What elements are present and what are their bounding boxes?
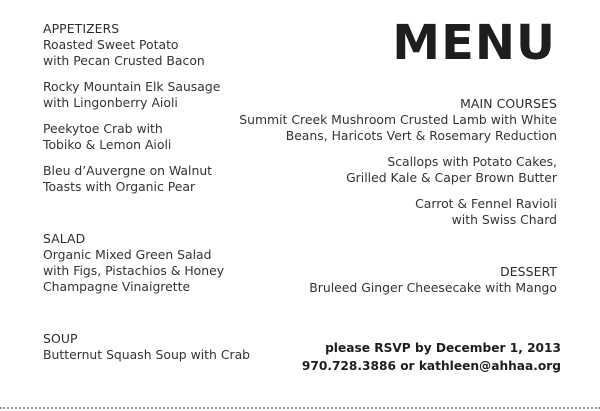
- rsvp-email: kathleen@ahhaa.org: [418, 359, 561, 373]
- menu-item: [227, 112, 557, 144]
- dessert-heading: DESSERT: [500, 264, 557, 279]
- menu-item-line: Organic Mixed Green Salad: [43, 247, 212, 262]
- menu-item-line: Toasts with Organic Pear: [43, 179, 196, 194]
- page-title: MENU: [392, 15, 556, 71]
- menu-item-line: with Lingonberry Aioli: [43, 95, 178, 110]
- menu-item-line: with Figs, Pistachios & Honey: [43, 263, 225, 278]
- rsvp-phone: 970.728.3886: [301, 359, 396, 373]
- rsvp-contact: [302, 357, 561, 375]
- menu-item-line: Bleu d’Auvergne on Walnut: [43, 163, 213, 178]
- soup-section: [43, 331, 283, 363]
- appetizers-heading: APPETIZERS: [43, 21, 120, 36]
- menu-item-line: Beans, Haricots Vert & Rosemary Reduction: [285, 128, 557, 143]
- menu-item-line: Summit Creek Mushroom Crusted Lamb with White: [239, 112, 557, 127]
- menu-item-line: Scallops with Potato Cakes,: [387, 154, 557, 169]
- main-courses-heading: MAIN COURSES: [460, 96, 557, 111]
- menu-item-line: Roasted Sweet Potato: [43, 37, 179, 52]
- dotted-divider: [0, 407, 600, 409]
- menu-item-line: with Pecan Crusted Bacon: [43, 53, 205, 68]
- menu-item-line: Grilled Kale & Caper Brown Butter: [346, 170, 557, 185]
- main-courses-section: [227, 96, 557, 228]
- dessert-section: [227, 264, 557, 296]
- menu-item: [227, 196, 557, 228]
- menu-item-line: Peekytoe Crab with: [43, 121, 163, 136]
- rsvp-connector: or: [400, 359, 415, 373]
- menu-item-line: Bruleed Ginger Cheesecake with Mango: [309, 280, 557, 295]
- rsvp-deadline: please RSVP by December 1, 2013: [325, 341, 561, 355]
- salad-heading: SALAD: [43, 231, 86, 246]
- menu-item: [43, 347, 283, 363]
- menu-item-line: Rocky Mountain Elk Sausage: [43, 79, 221, 94]
- soup-heading: SOUP: [43, 331, 78, 346]
- rsvp-block: [302, 339, 561, 375]
- right-column: [227, 96, 557, 296]
- menu-item-line: with Swiss Chard: [451, 212, 557, 227]
- menu-item-line: Tobiko & Lemon Aioli: [43, 137, 172, 152]
- menu-item: [227, 280, 557, 296]
- menu-item-line: Champagne Vinaigrette: [43, 279, 191, 294]
- menu-item: [43, 37, 283, 69]
- menu-item-line: Carrot & Fennel Ravioli: [415, 196, 557, 211]
- menu-item: [227, 154, 557, 186]
- menu-item-line: Butternut Squash Soup with Crab: [43, 347, 251, 362]
